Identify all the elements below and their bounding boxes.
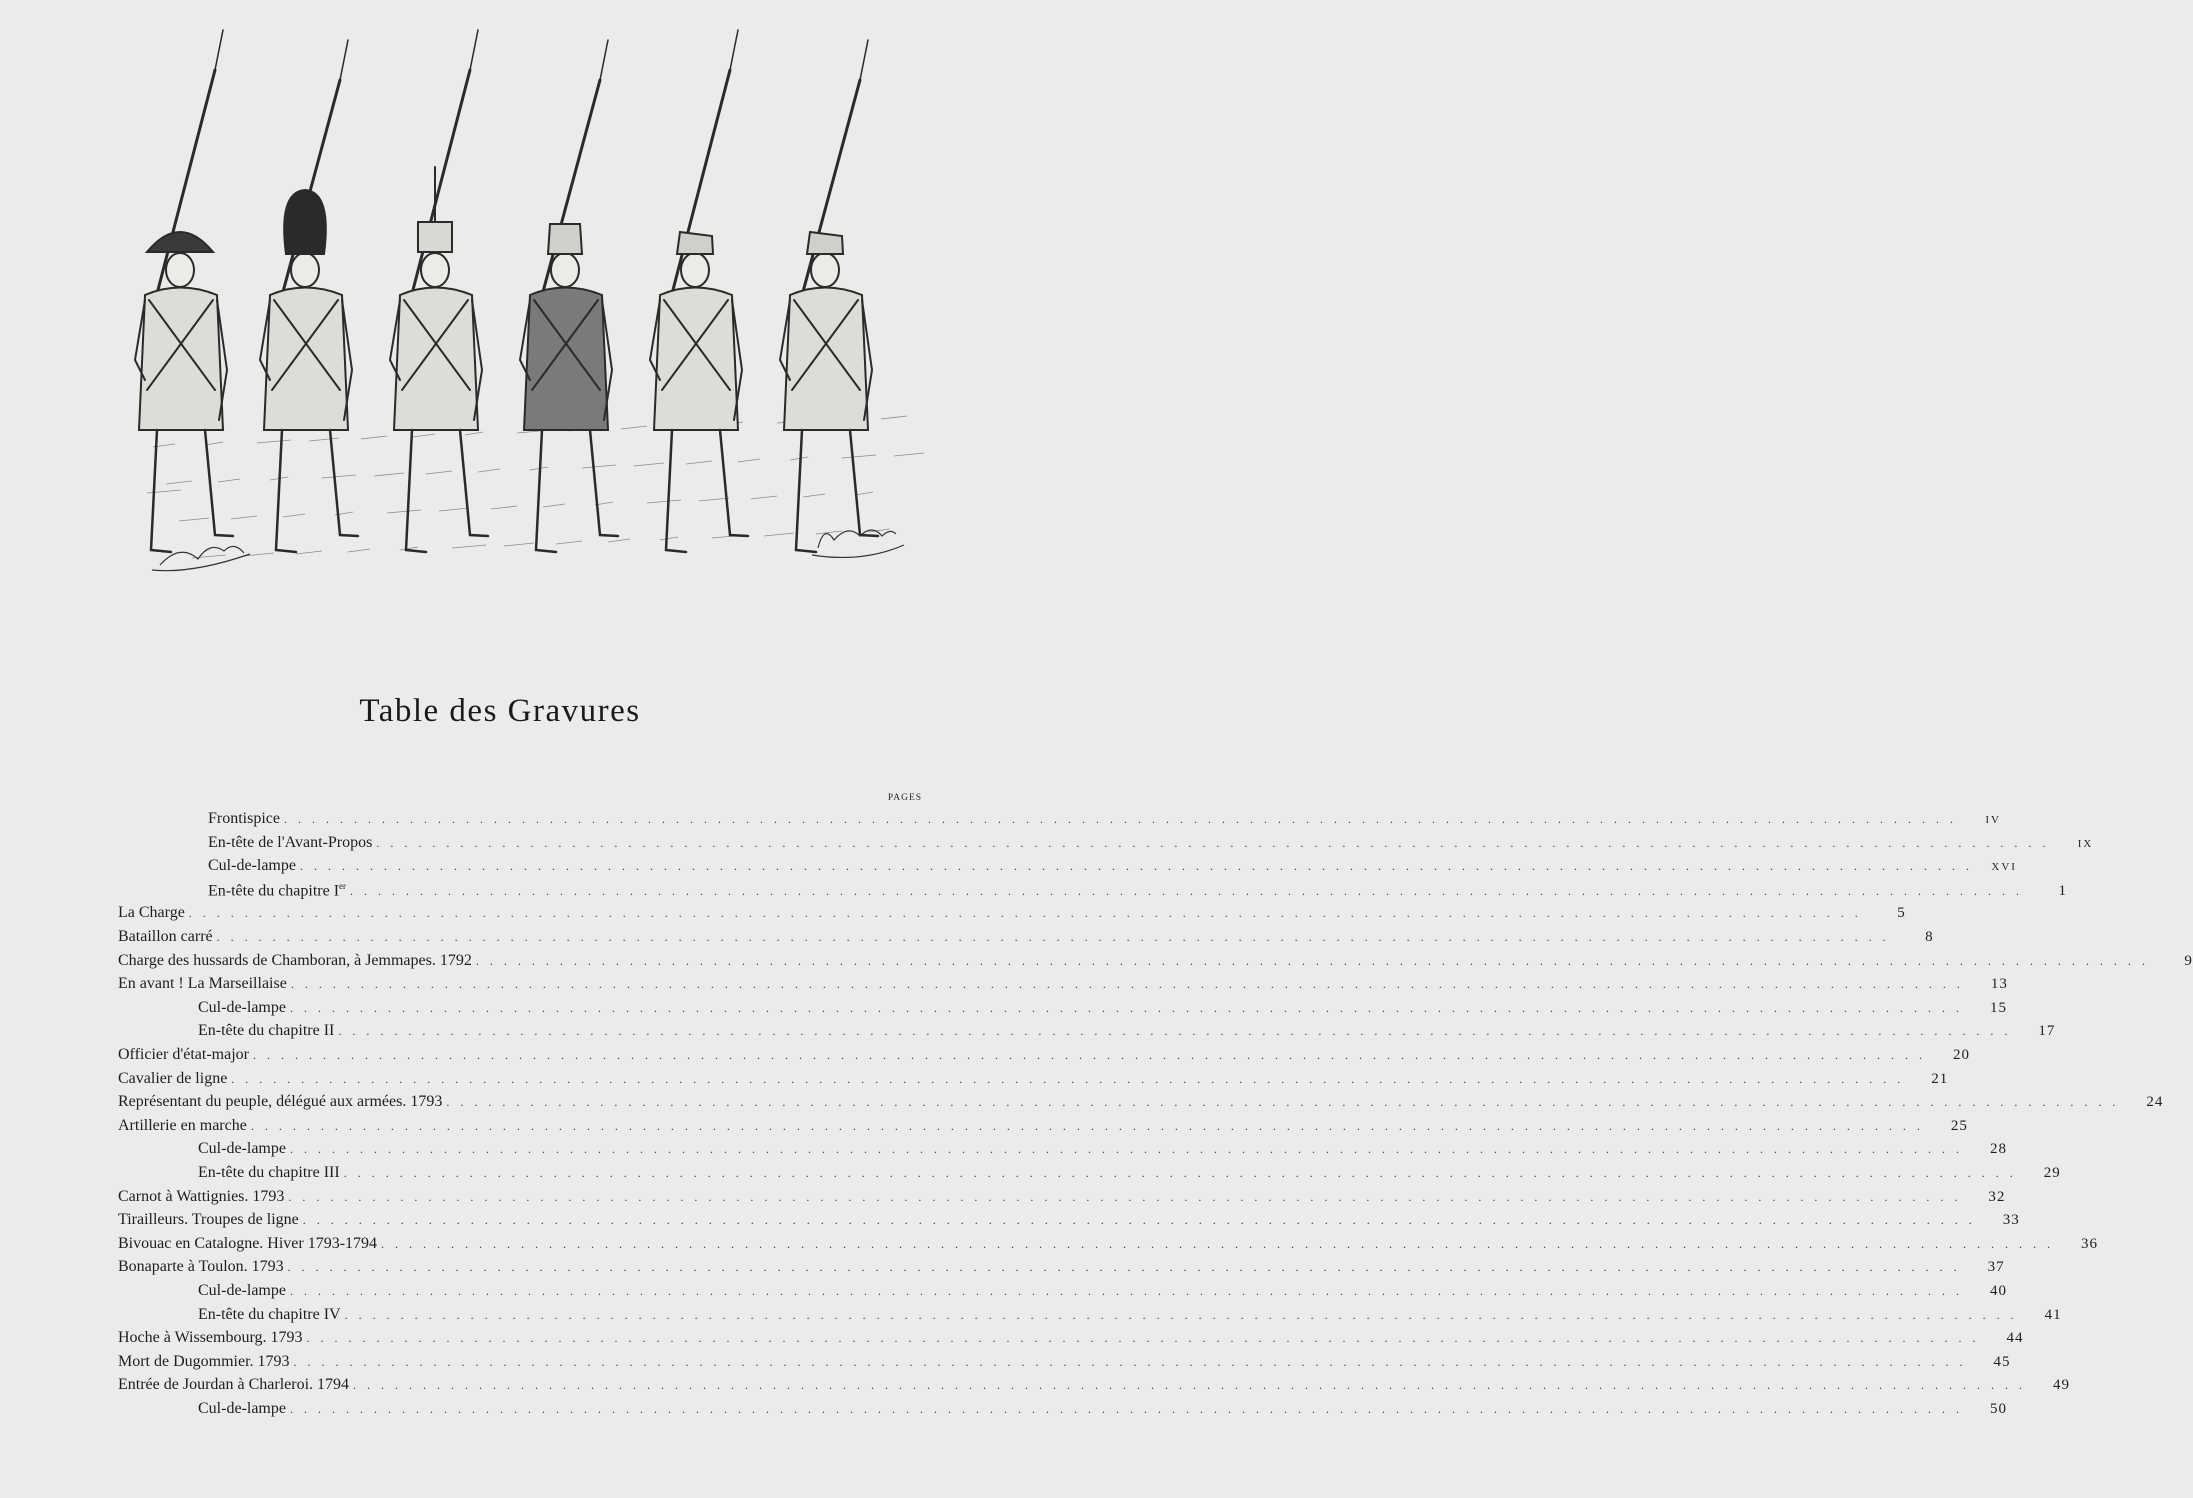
dot-leader: . . . . . . . . . . . . . . . . . . . . . . . . . . . . . . . . . . . . . . . . . . . . . . . . . . . . . . . . . . . . . . . . . . . . . . . . . . . . . . . . . . . . . . . . . . . . . . . . . . . . . . . . . . . . . . . . . . . . . . . .	[350, 884, 2024, 899]
right-leg	[330, 430, 358, 536]
right-leg	[590, 430, 618, 536]
toc-entry-label: Bataillon carré	[118, 928, 213, 945]
toc-entry-label: Représentant du peuple, délégué aux armées. 1793	[118, 1093, 443, 1111]
toc-entry-page: 5	[1897, 905, 1906, 922]
toc-entry-page: 24	[2146, 1094, 2164, 1111]
toc-entry-label: Frontispice	[208, 810, 280, 827]
dot-leader: . . . . . . . . . . . . . . . . . . . . . . . . . . . . . . . . . . . . . . . . . . . . . . . . . . . . . . . . . . . . . . . . . . . . . . . . . . . . . . . . . . . . . . . . . . . . . . . . . . . . . . . . . . . . . . . . . . . . . . . .	[284, 812, 1957, 826]
dot-leader: . . . . . . . . . . . . . . . . . . . . . . . . . . . . . . . . . . . . . . . . . . . . . . . . . . . . . . . . . . . . . . . . . . . . . . . . . . . . . . . . . . . . . . . . . . . . . . . . . . . . . . . . . . . . . . . . . . . . . . . .	[343, 1166, 2017, 1180]
toc-entry-label: Charge des hussards de Chamboran, à Jemmapes. 1792	[118, 951, 472, 969]
head	[811, 253, 839, 287]
toc-entry-label: Mort de Dugommier. 1793	[118, 1352, 290, 1370]
toc-entry	[118, 951, 2193, 976]
right-leg	[205, 430, 233, 536]
soldier-figure	[390, 30, 488, 552]
bayonet	[470, 30, 478, 70]
bearskin-hat	[284, 190, 326, 254]
toc-entry	[208, 833, 2094, 858]
toc-entry-page: 9	[2184, 952, 2193, 969]
head	[681, 253, 709, 287]
dot-leader: . . . . . . . . . . . . . . . . . . . . . . . . . . . . . . . . . . . . . . . . . . . . . . . . . . . . . . . . . . . . . . . . . . . . . . . . . . . . . . . . . . . . . . . . . . . . . . . . . . . . . . . . . . . . . . . . . . . . . . . .	[376, 835, 2050, 850]
kepi	[807, 232, 843, 254]
dot-leader: . . . . . . . . . . . . . . . . . . . . . . . . . . . . . . . . . . . . . . . . . . . . . . . . . . . . . . . . . . . . . . . . . . . . . . . . . . . . . . . . . . . . . . . . . . . . . . . . . . . . . . . . . . . . . . . . . . . . . . . .	[289, 1402, 1963, 1416]
dot-leader: . . . . . . . . . . . . . . . . . . . . . . . . . . . . . . . . . . . . . . . . . . . . . . . . . . . . . . . . . . . . . . . . . . . . . . . . . . . . . . . . . . . . . . . . . . . . . . . . . . . . . . . . . . . . . . . . . . . . . . . .	[338, 1024, 2012, 1039]
soldier-figure	[520, 40, 618, 552]
soldier-figure	[650, 30, 748, 552]
toc-entry	[118, 928, 1934, 952]
dot-leader: . . . . . . . . . . . . . . . . . . . . . . . . . . . . . . . . . . . . . . . . . . . . . . . . . . . . . . . . . . . . . . . . . . . . . . . . . . . . . . . . . . . . . . . . . . . . . . . . . . . . . . . . . . . . . . . . . . . . . . . .	[231, 1071, 1905, 1086]
toc-entry	[118, 1376, 2071, 1400]
toc-entry	[118, 1234, 2099, 1259]
toc-entry-label: Bonaparte à Toulon. 1793	[118, 1258, 284, 1276]
coat	[524, 288, 608, 431]
coat	[394, 288, 478, 431]
right-leg	[460, 430, 488, 536]
toc-entry	[118, 1329, 2024, 1353]
coat	[264, 288, 348, 431]
bayonet	[215, 30, 223, 70]
toc-entry-page: 40	[1989, 1283, 2007, 1299]
toc-entry	[118, 1258, 2005, 1282]
toc-entry-label: Tirailleurs. Troupes de ligne	[118, 1211, 299, 1229]
soldier-figure	[260, 40, 358, 552]
left-leg	[666, 430, 686, 552]
toc-entry-page: XVI	[1991, 861, 2017, 874]
dot-leader: . . . . . . . . . . . . . . . . . . . . . . . . . . . . . . . . . . . . . . . . . . . . . . . . . . . . . . . . . . . . . . . . . . . . . . . . . . . . . . . . . . . . . . . . . . . . . . . . . . . . . . . . . . . . . . . . . . . . . . . .	[289, 1000, 1963, 1015]
toc-entry-page: 28	[1989, 1141, 2007, 1158]
artist-signature-left	[152, 546, 250, 570]
toc-entry-page: 37	[1987, 1259, 2005, 1276]
left-leg	[406, 430, 426, 552]
dot-leader: . . . . . . . . . . . . . . . . . . . . . . . . . . . . . . . . . . . . . . . . . . . . . . . . . . . . . . . . . . . . . . . . . . . . . . . . . . . . . . . . . . . . . . . . . . . . . . . . . . . . . . . . . . . . . . . . . . . . . . . .	[381, 1236, 2055, 1251]
soldier-figure	[135, 30, 233, 552]
toc-entry-page: IX	[2077, 837, 2094, 850]
toc-entry	[198, 1164, 2061, 1188]
dot-leader: . . . . . . . . . . . . . . . . . . . . . . . . . . . . . . . . . . . . . . . . . . . . . . . . . . . . . . . . . . . . . . . . . . . . . . . . . . . . . . . . . . . . . . . . . . . . . . . . . . . . . . . . . . . . . . . . . . . . . . . .	[252, 1048, 1926, 1062]
left-leg	[276, 430, 296, 552]
toc-entry-label: Cul-de-lampe	[198, 1400, 286, 1417]
dot-leader: . . . . . . . . . . . . . . . . . . . . . . . . . . . . . . . . . . . . . . . . . . . . . . . . . . . . . . . . . . . . . . . . . . . . . . . . . . . . . . . . . . . . . . . . . . . . . . . . . . . . . . . . . . . . . . . . . . . . . . . .	[250, 1118, 1924, 1133]
toc-entry-label: En-tête du chapitre IV	[198, 1305, 341, 1323]
bicorne-hat	[147, 232, 213, 252]
toc-entry	[208, 810, 2001, 834]
toc-entry	[118, 1046, 1970, 1070]
bayonet	[860, 40, 868, 80]
toc-entry-label: En-tête de l'Avant-Propos	[208, 833, 373, 851]
toc-entry-superscript: er	[339, 880, 347, 891]
dot-leader: . . . . . . . . . . . . . . . . . . . . . . . . . . . . . . . . . . . . . . . . . . . . . . . . . . . . . . . . . . . . . . . . . . . . . . . . . . . . . . . . . . . . . . . . . . . . . . . . . . . . . . . . . . . . . . . . . . . . . . . .	[289, 1142, 1963, 1157]
dot-leader: . . . . . . . . . . . . . . . . . . . . . . . . . . . . . . . . . . . . . . . . . . . . . . . . . . . . . . . . . . . . . . . . . . . . . . . . . . . . . . . . . . . . . . . . . . . . . . . . . . . . . . . . . . . . . . . . . . . . . . . .	[293, 1354, 1967, 1369]
toc-entry-label: La Charge	[118, 904, 185, 922]
dot-leader: . . . . . . . . . . . . . . . . . . . . . . . . . . . . . . . . . . . . . . . . . . . . . . . . . . . . . . . . . . . . . . . . . . . . . . . . . . . . . . . . . . . . . . . . . . . . . . . . . . . . . . . . . . . . . . . . . . . . . . . .	[290, 977, 1964, 992]
toc-entry	[208, 880, 2068, 905]
toc-entry-label: Artillerie en marche	[118, 1116, 247, 1134]
bayonet	[340, 40, 348, 80]
toc-entry	[118, 1352, 2011, 1377]
artist-signature-right	[812, 530, 904, 557]
dot-leader: . . . . . . . . . . . . . . . . . . . . . . . . . . . . . . . . . . . . . . . . . . . . . . . . . . . . . . . . . . . . . . . . . . . . . . . . . . . . . . . . . . . . . . . . . . . . . . . . . . . . . . . . . . . . . . . . . . . . . . . .	[216, 930, 1890, 944]
dot-leader: . . . . . . . . . . . . . . . . . . . . . . . . . . . . . . . . . . . . . . . . . . . . . . . . . . . . . . . . . . . . . . . . . . . . . . . . . . . . . . . . . . . . . . . . . . . . . . . . . . . . . . . . . . . . . . . . . . . . . . . .	[287, 1260, 1961, 1275]
toc-entry-page: IV	[1985, 814, 2001, 826]
toc-entry-label: Cul-de-lampe	[198, 1140, 286, 1158]
marching-soldiers-illustration	[100, 50, 940, 595]
bayonet	[730, 30, 738, 70]
toc-entry-page: 49	[2053, 1377, 2071, 1394]
dot-leader: . . . . . . . . . . . . . . . . . . . . . . . . . . . . . . . . . . . . . . . . . . . . . . . . . . . . . . . . . . . . . . . . . . . . . . . . . . . . . . . . . . . . . . . . . . . . . . . . . . . . . . . . . . . . . . . . . . . . . . . .	[302, 1213, 1976, 1228]
toc-entry-label: Hoche à Wissembourg. 1793	[118, 1329, 303, 1347]
toc-entry	[118, 1211, 2020, 1235]
right-leg	[850, 430, 878, 536]
toc-entry-label: Cul-de-lampe	[198, 998, 286, 1016]
toc-entry	[118, 1093, 2164, 1117]
toc-entry-page: 45	[1993, 1353, 2011, 1370]
toc-entry	[118, 1069, 1949, 1094]
right-leg	[720, 430, 748, 536]
dot-leader: . . . . . . . . . . . . . . . . . . . . . . . . . . . . . . . . . . . . . . . . . . . . . . . . . . . . . . . . . . . . . . . . . . . . . . . . . . . . . . . . . . . . . . . . . . . . . . . . . . . . . . . . . . . . . . . . . . . . . . . .	[446, 1095, 2120, 1110]
toc-entry	[118, 1116, 1968, 1141]
page-title: Table des Gravures	[359, 693, 641, 729]
toc-entry-label: Cul-de-lampe	[208, 857, 296, 875]
toc-entry	[208, 857, 2017, 881]
toc-entry-page: 32	[1988, 1188, 2006, 1205]
toc-entry	[118, 975, 2008, 999]
toc-entry	[118, 904, 1906, 928]
toc-entry-label: Entrée de Jourdan à Charleroi. 1794	[118, 1376, 350, 1394]
pages-column-header: PAGES	[887, 793, 923, 803]
toc-entry-page: 44	[2006, 1330, 2024, 1347]
head	[421, 253, 449, 287]
toc-entry	[118, 1187, 2006, 1212]
coat	[139, 288, 223, 431]
head	[551, 253, 579, 287]
toc-entry-page: 13	[1990, 976, 2008, 993]
toc-entry-label: Carnot à Wattignies. 1793	[118, 1187, 285, 1205]
toc-entry-label: En-tête du chapitre III	[198, 1164, 340, 1181]
helmet	[548, 224, 582, 254]
toc-entry	[198, 1305, 2062, 1330]
toc-entry	[198, 1400, 2007, 1424]
toc-entry-page: 36	[2081, 1235, 2099, 1252]
dot-leader: . . . . . . . . . . . . . . . . . . . . . . . . . . . . . . . . . . . . . . . . . . . . . . . . . . . . . . . . . . . . . . . . . . . . . . . . . . . . . . . . . . . . . . . . . . . . . . . . . . . . . . . . . . . . . . . . . . . . . . . .	[475, 953, 2149, 968]
toc-entry-page: 29	[2043, 1165, 2061, 1181]
toc-entry-page: 17	[2038, 1023, 2056, 1040]
toc-entry	[198, 1140, 2007, 1164]
toc-entry-page: 25	[1950, 1117, 1968, 1134]
dot-leader: . . . . . . . . . . . . . . . . . . . . . . . . . . . . . . . . . . . . . . . . . . . . . . . . . . . . . . . . . . . . . . . . . . . . . . . . . . . . . . . . . . . . . . . . . . . . . . . . . . . . . . . . . . . . . . . . . . . . . . . .	[353, 1378, 2027, 1393]
shako-hat	[418, 222, 452, 252]
toc-entry-page: 20	[1952, 1047, 1970, 1063]
toc-entry-label: Bivouac en Catalogne. Hiver 1793-1794	[118, 1234, 378, 1252]
toc-entry-label: En avant ! La Marseillaise	[118, 975, 287, 993]
head	[291, 253, 319, 287]
toc-entry-label: En-tête du chapitre II	[198, 1022, 335, 1040]
dot-leader: . . . . . . . . . . . . . . . . . . . . . . . . . . . . . . . . . . . . . . . . . . . . . . . . . . . . . . . . . . . . . . . . . . . . . . . . . . . . . . . . . . . . . . . . . . . . . . . . . . . . . . . . . . . . . . . . . . . . . . . .	[188, 906, 1862, 921]
soldier-figure	[780, 40, 878, 552]
toc-entry-label: Cavalier de ligne	[118, 1069, 228, 1087]
dot-leader: . . . . . . . . . . . . . . . . . . . . . . . . . . . . . . . . . . . . . . . . . . . . . . . . . . . . . . . . . . . . . . . . . . . . . . . . . . . . . . . . . . . . . . . . . . . . . . . . . . . . . . . . . . . . . . . . . . . . . . . .	[344, 1307, 2018, 1322]
coat	[654, 288, 738, 431]
toc-entry-page: 15	[1989, 999, 2007, 1016]
toc-entry-label: Cul-de-lampe	[198, 1282, 286, 1299]
head	[166, 253, 194, 287]
toc-entry-page: 33	[2002, 1212, 2020, 1229]
toc-entry-page: 50	[1989, 1401, 2007, 1417]
dot-leader: . . . . . . . . . . . . . . . . . . . . . . . . . . . . . . . . . . . . . . . . . . . . . . . . . . . . . . . . . . . . . . . . . . . . . . . . . . . . . . . . . . . . . . . . . . . . . . . . . . . . . . . . . . . . . . . . . . . . . . . .	[289, 1284, 1963, 1298]
kepi	[677, 232, 713, 254]
dot-leader: . . . . . . . . . . . . . . . . . . . . . . . . . . . . . . . . . . . . . . . . . . . . . . . . . . . . . . . . . . . . . . . . . . . . . . . . . . . . . . . . . . . . . . . . . . . . . . . . . . . . . . . . . . . . . . . . . . . . . . . .	[288, 1189, 1962, 1204]
coat	[784, 288, 868, 431]
toc-entry-page: 8	[1925, 929, 1934, 945]
dot-leader: . . . . . . . . . . . . . . . . . . . . . . . . . . . . . . . . . . . . . . . . . . . . . . . . . . . . . . . . . . . . . . . . . . . . . . . . . . . . . . . . . . . . . . . . . . . . . . . . . . . . . . . . . . . . . . . . . . . . . . . .	[299, 859, 1973, 874]
left-leg	[536, 430, 556, 552]
toc-entry	[198, 1022, 2056, 1046]
toc-entry-page: 41	[2044, 1306, 2062, 1323]
toc-entry-page: 1	[2058, 883, 2068, 900]
dot-leader: . . . . . . . . . . . . . . . . . . . . . . . . . . . . . . . . . . . . . . . . . . . . . . . . . . . . . . . . . . . . . . . . . . . . . . . . . . . . . . . . . . . . . . . . . . . . . . . . . . . . . . . . . . . . . . . . . . . . . . . .	[306, 1331, 1980, 1346]
toc-entry-label: En-tête du chapitre Ier	[208, 880, 347, 900]
toc-entry	[198, 1282, 2007, 1306]
bayonet	[600, 40, 608, 80]
toc-entry-label: Officier d'état-major	[118, 1046, 249, 1063]
toc-entry	[198, 998, 2007, 1023]
toc-entry-page: 21	[1931, 1070, 1949, 1087]
left-leg	[796, 430, 816, 552]
